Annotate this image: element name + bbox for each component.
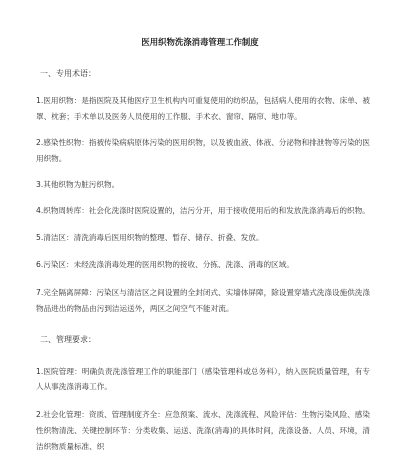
term-paragraph: 1.医用织物：是指医院及其他医疗卫生机构内可重复使用的纺织品，包括病人使用的衣物、床单、被罩、枕套；手术单以及医务人员使用的工作服、手术衣、窗帘、隔帘、地巾等。 bbox=[36, 96, 370, 121]
term-paragraph: 6.污染区：未经洗涤消毒处理的医用织物的接收、分拣、洗涤、消毒的区域。 bbox=[36, 260, 294, 269]
term-paragraph: 4.织物周转库：社会化洗涤时医院设置的，洁污分开，用于接收使用后的和发放洗涤消毒后的织物。 bbox=[36, 206, 370, 215]
term-paragraph: 2.感染性织物：指被传染病病原体污染的医用织物，以及被血液、体液、分泌物和排泄物等污染的医用织物。 bbox=[36, 138, 370, 163]
section-heading-management: 二、管理要求： bbox=[40, 335, 96, 344]
management-paragraph: 2.社会化管理：资质、管理制度齐全：应急预案、流水、洗涤流程、风险评估：生物污染风险、感染性织物清洗、关键控制环节：分类收集、运送、洗涤(消毒)的具体时间，洗涤设备、人员、环境，清洁织物质量标准、织 bbox=[36, 410, 370, 451]
document-title: 医用织物洗涤消毒管理工作制度 bbox=[141, 37, 259, 47]
section-heading-terms: 一、专用术语： bbox=[40, 69, 96, 78]
term-paragraph: 5.清洁区：清洗消毒后医用织物的整理、暂存、储存、折叠、发放。 bbox=[36, 233, 264, 242]
term-paragraph: 7.完全隔离屏障：污染区与清洁区之间设置的全封闭式、实墙体屏障，除设置穿墙式洗涤设施供洗涤物品进出的物品由污到洁运送外，两区之间空气不能对流。 bbox=[36, 288, 370, 313]
management-paragraph: 1.医院管理：明确负责洗涤管理工作的职能部门（感染管理科或总务科），纳入医院质量管理，有专人从事洗涤消毒工作。 bbox=[36, 367, 370, 391]
term-paragraph: 3.其他织物为脏污织物。 bbox=[36, 180, 120, 189]
